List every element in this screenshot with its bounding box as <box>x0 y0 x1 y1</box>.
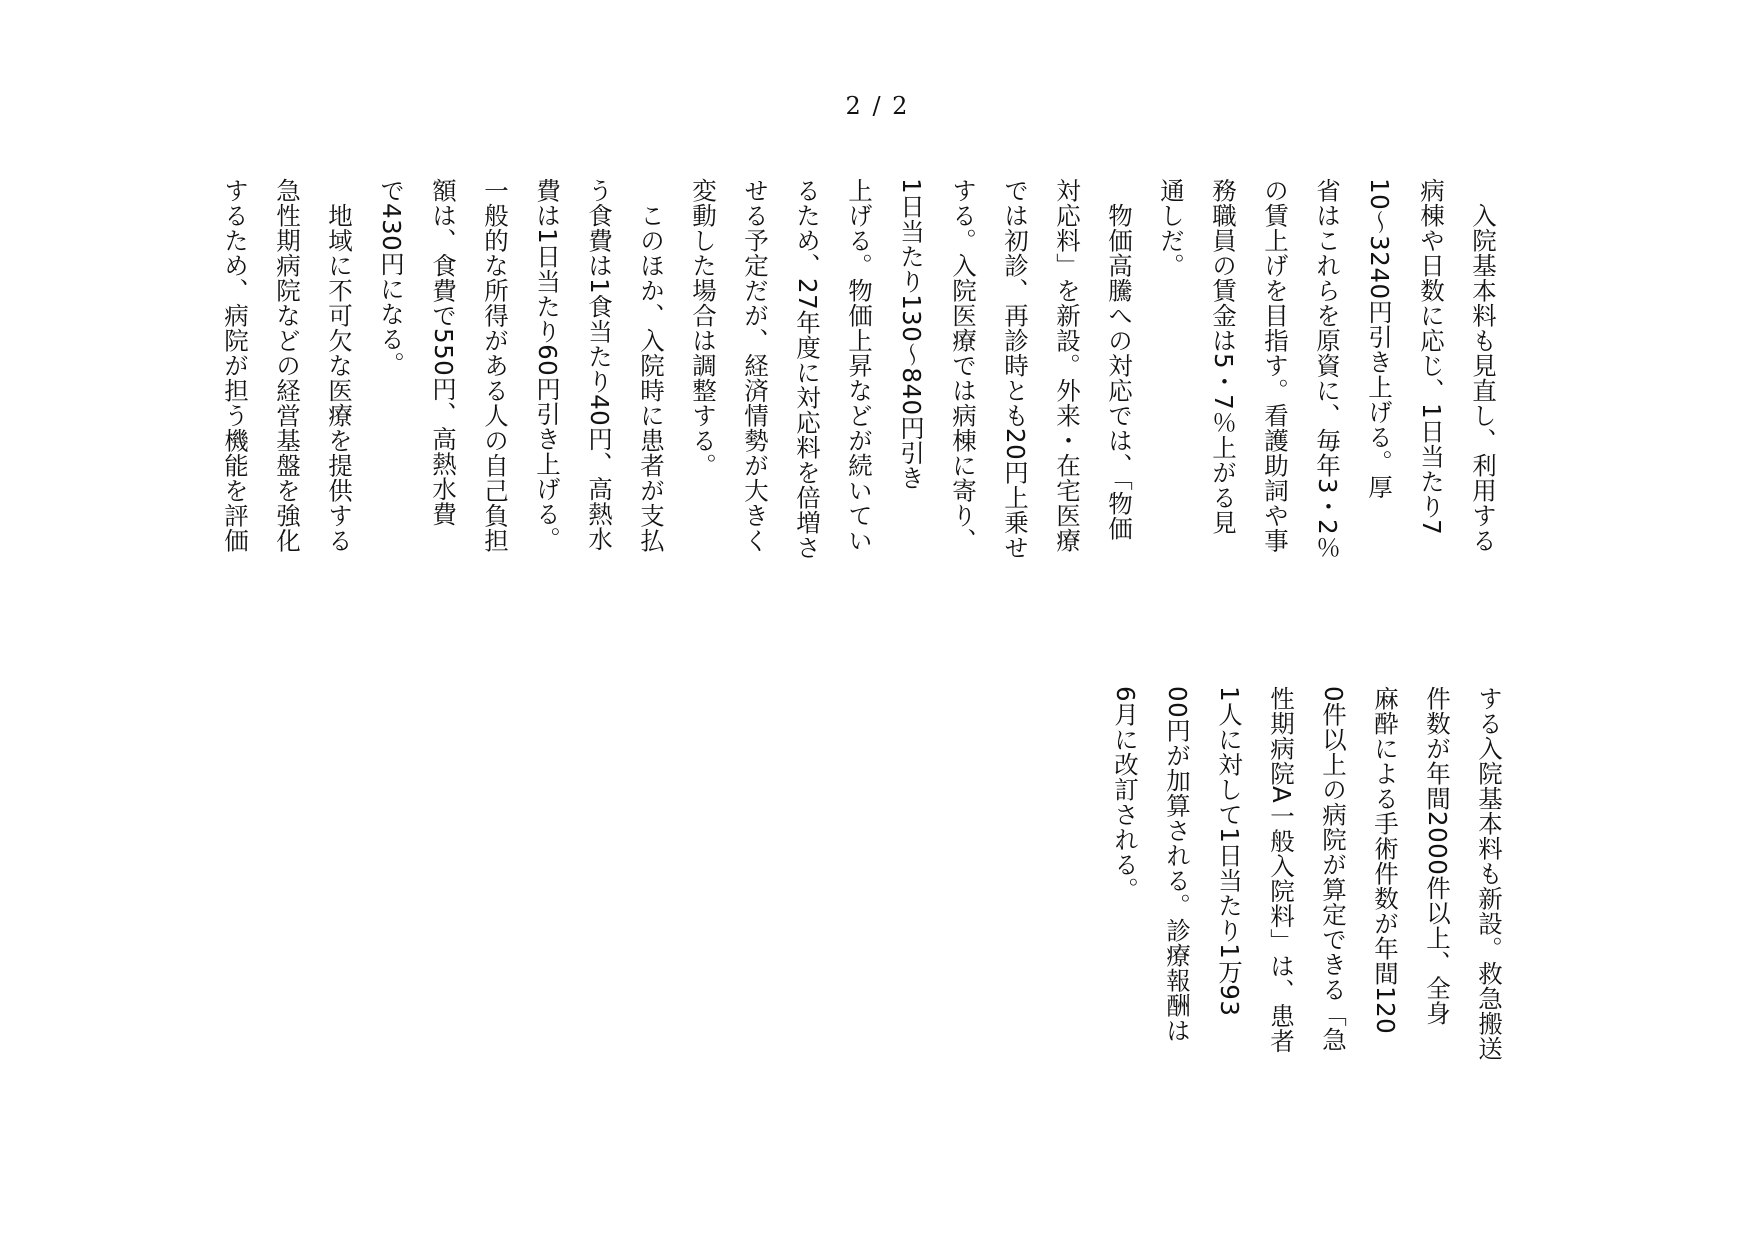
text-line: で430円になる。 <box>377 178 406 377</box>
text-line: 務職員の賃金は5・7％上がる見 <box>1209 178 1238 536</box>
text-line: 00円が加算される。診療報酬は <box>1163 686 1192 1044</box>
text-line: 費は1日当たり60円引き上げる。 <box>533 178 562 552</box>
text-line: 1人に対して1日当たり1万93 <box>1215 686 1244 1017</box>
article-text-lower <box>1099 686 1515 1096</box>
text-line: う食費は1食当たり40円、高熱水 <box>585 178 614 552</box>
text-line: 額は、食費で550円、高熱水費 <box>429 178 458 527</box>
text-line: 入院基本料も見直し、利用する <box>1469 178 1498 553</box>
text-line: このほか、入院時に患者が支払 <box>637 178 666 553</box>
text-line: 一般的な所得がある人の自己負担 <box>481 178 510 553</box>
text-line: する。入院医療では病棟に寄り、 <box>949 178 978 553</box>
text-line: 物価高騰への対応では、「物価 <box>1105 178 1134 541</box>
text-line: 麻酔による手術件数が年間120 <box>1371 686 1400 1035</box>
text-line: るため、27年度に対応料を倍増さ <box>793 178 822 561</box>
text-line: の賃上げを目指す。看護助詞や事 <box>1261 178 1290 553</box>
text-line: せる予定だが、経済情勢が大きく <box>741 178 770 553</box>
text-line: 0件以上の病院が算定できる「急 <box>1319 686 1348 1053</box>
text-line: 変動した場合は調整する。 <box>689 178 718 478</box>
text-line: 対応料」を新設。外来・在宅医療 <box>1053 178 1082 553</box>
page-number: 2 / 2 <box>845 92 910 120</box>
text-line: するため、病院が担う機能を評価 <box>221 178 250 553</box>
text-line: 10～3240円引き上げる。厚 <box>1365 178 1394 500</box>
text-line: 通しだ。 <box>1157 178 1186 278</box>
text-line: する入院基本料も新設。救急搬送 <box>1475 686 1504 1061</box>
text-line: 6月に改訂される。 <box>1111 686 1140 903</box>
text-line: 省はこれらを原資に、毎年3・2％ <box>1313 178 1342 561</box>
text-line: 急性期病院などの経営基盤を強化 <box>273 178 302 553</box>
text-line: 病棟や日数に応じ、1日当たり7 <box>1417 178 1446 536</box>
text-line: 1日当たり130～840円引き <box>897 178 926 491</box>
text-line: 性期病院A一般入院料」は、患者 <box>1267 686 1296 1054</box>
text-line: 上げる。物価上昇などが続いてい <box>845 178 874 553</box>
text-line: 地域に不可欠な医療を提供する <box>325 178 354 553</box>
text-line: では初診、再診時とも20円上乗せ <box>1001 178 1030 561</box>
article-text-upper <box>209 178 1509 608</box>
text-line: 件数が年間2000件以上、全身 <box>1423 686 1452 1026</box>
